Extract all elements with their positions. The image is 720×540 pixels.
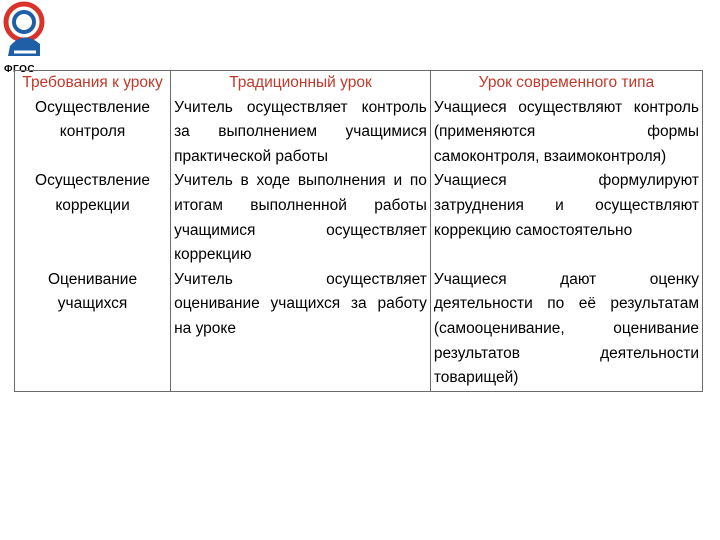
row-modern: Учащиеся формулируют затруднения и осуществляют коррекцию самостоятельно — [430, 169, 702, 267]
row-modern: Учащиеся осуществляют контроль (применяются формы самоконтроля, взаимоконтроля) — [430, 96, 702, 170]
row-requirement: Оценивание учащихся — [15, 268, 171, 391]
fgos-logo — [0, 0, 56, 80]
header-modern: Урок современного типа — [430, 71, 702, 96]
row-modern: Учащиеся дают оценку деятельности по её результатам (самооценивание, оценивание результатов деятельности товарищей) — [430, 268, 702, 391]
table-row — [15, 268, 703, 391]
row-traditional: Учитель осуществляет оценивание учащихся за работу на уроке — [171, 268, 431, 391]
table-header-row — [15, 71, 703, 96]
fgos-emblem-icon — [0, 0, 56, 66]
header-traditional: Традиционный урок — [171, 71, 431, 96]
header-requirements: Требования к уроку — [15, 71, 171, 96]
table-row — [15, 169, 703, 267]
table-row — [15, 96, 703, 170]
row-requirement: Осуществление коррекции — [15, 169, 171, 267]
comparison-table — [14, 70, 703, 392]
row-requirement: Осуществление контроля — [15, 96, 171, 170]
logo-caption: ФГОС — [4, 64, 36, 75]
row-traditional: Учитель осуществляет контроль за выполнением учащимися практической работы — [171, 96, 431, 170]
row-traditional: Учитель в ходе выполнения и по итогам выполненной работы учащимися осуществляет коррекцию — [171, 169, 431, 267]
